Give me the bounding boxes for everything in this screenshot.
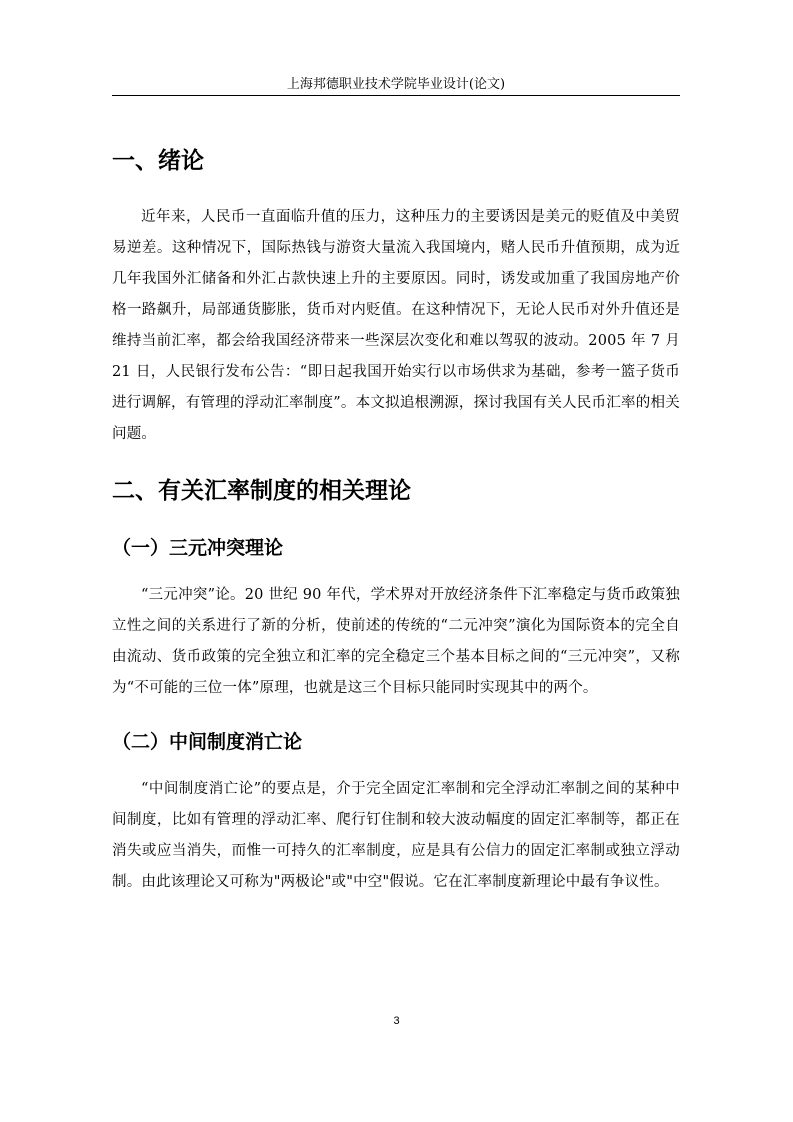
section-heading-exchange-theory: 二、有关汇率制度的相关理论 [112,478,411,504]
bipolar-view-paragraph: “中间制度消亡论”的要点是，介于完全固定汇率制和完全浮动汇率制之间的某种中间制度，比如有管理的浮动汇率、爬行钉住制和较大波动幅度的固定汇率制等，都正在消失或应当消失，而惟一可持久的汇率制度，应是具有公信力的固定汇率制或独立浮动制。由此该理论又可称为"两极论"或"中空"假说。它在汇率制度新理论中最有争议性。 [112,781,680,890]
subsection-heading-bipolar-view: （二）中间制度消亡论 [112,731,303,753]
subsection-heading-trilemma: （一）三元冲突理论 [112,537,284,559]
header-rule [112,95,680,96]
running-header: 上海邦德职业技术学院毕业设计(论文) [286,77,506,92]
section-heading-introduction: 一、绪论 [112,148,204,174]
trilemma-paragraph: “三元冲突”论。20 世纪 90 年代，学术界对开放经济条件下汇率稳定与货币政策独立性之间的关系进行了新的分析，使前述的传统的“二元冲突”演化为国际资本的完全自由流动、货币政策的完全独立和汇率的完全稳定三个基本目标之间的“三元冲突”，又称为“不可能的三位一体”原理，也就是这三个目标只能同时实现其中的两个。 [112,587,680,696]
page-number: 3 [393,1015,400,1027]
introduction-paragraph: 近年来，人民币一直面临升值的压力，这种压力的主要诱因是美元的贬值及中美贸易逆差。这种情况下，国际热钱与游资大量流入我国境内，赌人民币升值预期，成为近几年我国外汇储备和外汇占款快速上升的主要原因。同时，诱发或加重了我国房地产价格一路飙升，局部通货膨胀，货币对内贬值。在这种情况下，无论人民币对外升值还是维持当前汇率，都会给我国经济带来一些深层次变化和难以驾驭的波动。2005 年 7 月 21 日，人民银行发布公告：“即日起我国开始实行以市场供求为基础，参考一篮子货币进行调解，有管理的浮动汇率制度”。本文拟追根溯源，探讨我国有关人民币汇率的相关问题。 [112,209,680,442]
page-content [112,140,680,898]
